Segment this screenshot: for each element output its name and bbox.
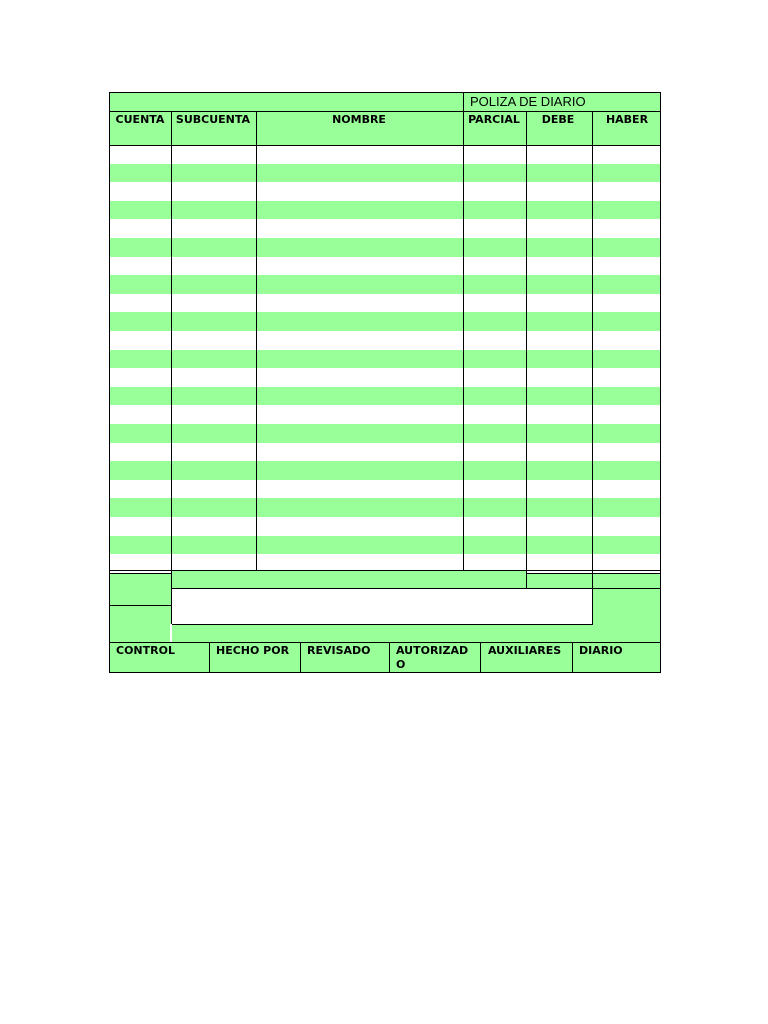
table-row[interactable]	[110, 182, 660, 201]
form-title: POLIZA DE DIARIO	[470, 94, 586, 109]
table-row[interactable]	[110, 294, 660, 313]
col-header-subcuenta: SUBCUENTA	[175, 113, 251, 126]
table-row[interactable]	[110, 331, 660, 350]
footer-hecho-por: HECHO POR	[216, 644, 290, 657]
col-header-debe: DEBE	[541, 113, 575, 126]
col-header-nombre: NOMBRE	[332, 113, 386, 126]
col-header-cuenta: CUENTA	[115, 113, 165, 126]
totals-bottom	[171, 588, 660, 589]
title-divider	[110, 111, 660, 112]
footer-top	[110, 642, 660, 643]
table-row[interactable]	[110, 387, 660, 406]
footer-div-3	[389, 642, 390, 673]
table-row[interactable]	[110, 498, 660, 517]
column-divider	[256, 111, 257, 573]
totals-haber-left	[592, 570, 593, 589]
table-row[interactable]	[110, 350, 660, 369]
table-row[interactable]	[110, 368, 660, 387]
totals-left	[171, 570, 172, 589]
title-left-border	[463, 93, 464, 112]
column-divider	[526, 111, 527, 573]
table-row[interactable]	[110, 257, 660, 276]
footer-div-2	[300, 642, 301, 673]
column-divider	[171, 111, 172, 573]
table-row[interactable]	[110, 275, 660, 294]
footer-auxiliares: AUXILIARES	[488, 644, 562, 657]
table-row[interactable]	[110, 480, 660, 499]
footer-div-4	[480, 642, 481, 673]
footer-autorizado: AUTORIZADO	[396, 644, 469, 671]
totals-top	[110, 570, 660, 571]
column-divider	[463, 111, 464, 573]
table-row[interactable]	[110, 461, 660, 480]
footer-diario: DIARIO	[579, 644, 623, 657]
totals-row	[171, 570, 526, 589]
footer-control: CONTROL	[116, 644, 175, 657]
table-row[interactable]	[110, 164, 660, 183]
table-row[interactable]	[110, 424, 660, 443]
table-row[interactable]	[110, 517, 660, 536]
table-row[interactable]	[110, 443, 660, 462]
table-row[interactable]	[110, 238, 660, 257]
table-row[interactable]	[110, 145, 660, 164]
table-row[interactable]	[110, 405, 660, 424]
table-row[interactable]	[110, 312, 660, 331]
poliza-de-diario-form	[109, 92, 661, 673]
col-header-haber: HABER	[605, 113, 649, 126]
table-row[interactable]	[110, 219, 660, 238]
left-cell-divider	[110, 605, 171, 606]
footer-revisado: REVISADO	[307, 644, 371, 657]
concept-box[interactable]	[171, 588, 593, 625]
header-bottom	[110, 145, 660, 146]
table-row[interactable]	[110, 201, 660, 220]
totals-debe-left	[526, 570, 527, 589]
col-header-parcial: PARCIAL	[468, 113, 520, 126]
footer-div-1	[209, 642, 210, 673]
footer-div-5	[572, 642, 573, 673]
left-gap	[170, 624, 172, 642]
column-divider	[592, 111, 593, 573]
table-row[interactable]	[110, 536, 660, 555]
